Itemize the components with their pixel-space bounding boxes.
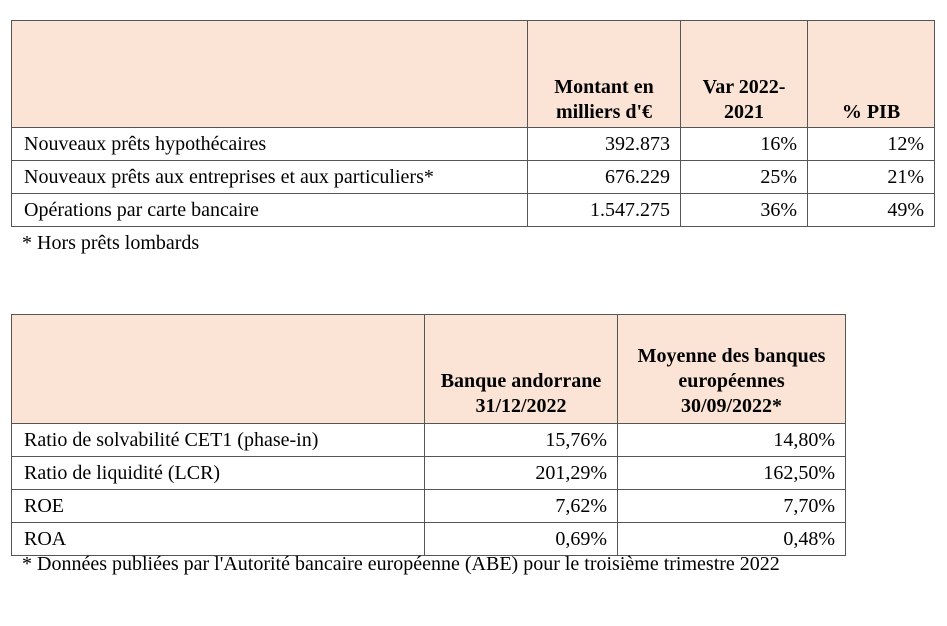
amount-cell: 1.547.275: [528, 194, 681, 227]
andorran-bank-cell: 15,76%: [425, 424, 618, 457]
row-label: Opérations par carte bancaire: [12, 194, 528, 227]
table-row: [12, 128, 935, 161]
gdp-percent-cell: 12%: [808, 128, 935, 161]
table-row: [12, 490, 846, 523]
andorran-bank-cell: 0,69%: [425, 523, 618, 556]
table-row: [12, 424, 846, 457]
amount-cell: 392.873: [528, 128, 681, 161]
andorran-bank-cell: 7,62%: [425, 490, 618, 523]
european-average-cell: 162,50%: [618, 457, 846, 490]
header-andorran-bank: Banque andorrane 31/12/2022: [425, 315, 618, 424]
variation-cell: 36%: [681, 194, 808, 227]
header-gdp-percent: % PIB: [808, 21, 935, 128]
loans-footnote: * Hors prêts lombards: [22, 232, 200, 254]
european-average-cell: 14,80%: [618, 424, 846, 457]
european-average-cell: 7,70%: [618, 490, 846, 523]
table-header-row: [12, 315, 846, 424]
andorran-bank-cell: 201,29%: [425, 457, 618, 490]
row-label: Ratio de liquidité (LCR): [12, 457, 425, 490]
european-average-cell: 0,48%: [618, 523, 846, 556]
table-row: [12, 457, 846, 490]
header-amount: Montant en milliers d'€: [528, 21, 681, 128]
ratios-footnote: * Données publiées par l'Autorité bancaire européenne (ABE) pour le troisième trimestre 2022: [22, 553, 780, 575]
amount-cell: 676.229: [528, 161, 681, 194]
table-row: [12, 161, 935, 194]
row-label: ROA: [12, 523, 425, 556]
gdp-percent-cell: 21%: [808, 161, 935, 194]
row-label: Nouveaux prêts aux entreprises et aux particuliers*: [12, 161, 528, 194]
table-header-row: [12, 21, 935, 128]
header-empty: [12, 315, 425, 424]
variation-cell: 16%: [681, 128, 808, 161]
header-european-average: Moyenne des banques européennes 30/09/2022*: [618, 315, 846, 424]
row-label: Ratio de solvabilité CET1 (phase-in): [12, 424, 425, 457]
variation-cell: 25%: [681, 161, 808, 194]
table-row: [12, 194, 935, 227]
ratios-table: [11, 314, 846, 556]
row-label: Nouveaux prêts hypothécaires: [12, 128, 528, 161]
row-label: ROE: [12, 490, 425, 523]
gdp-percent-cell: 49%: [808, 194, 935, 227]
header-empty: [12, 21, 528, 128]
header-variation: Var 2022-2021: [681, 21, 808, 128]
loans-table: [11, 20, 935, 227]
